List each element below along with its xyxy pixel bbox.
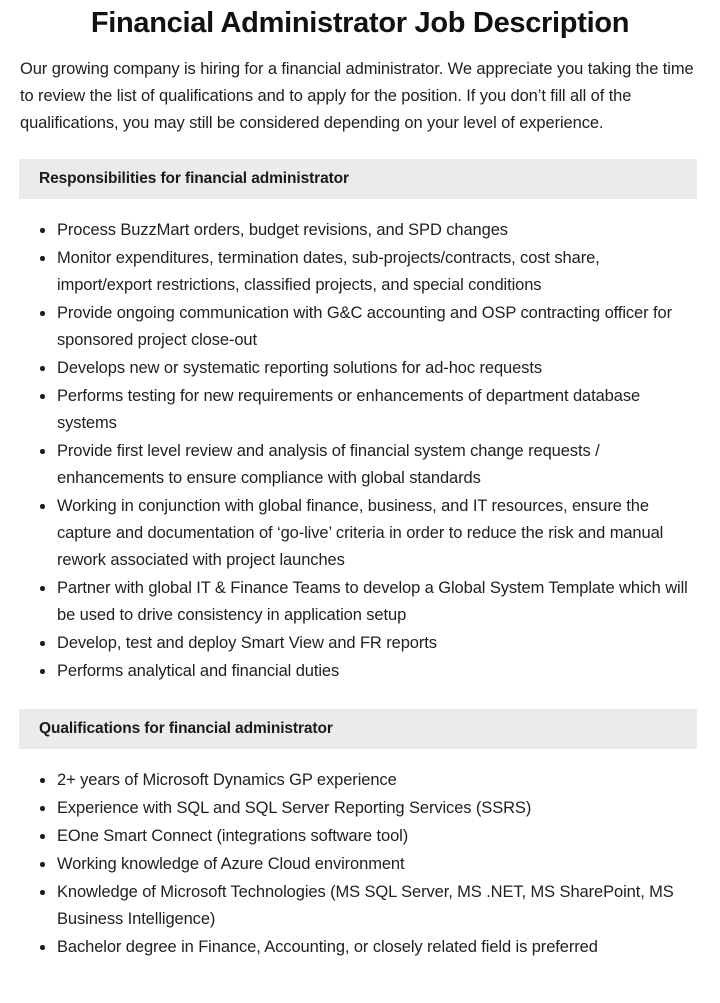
list-item [0, 934, 696, 961]
section-header-responsibilities [19, 159, 697, 199]
section-heading-label: Qualifications for financial administrator [39, 720, 333, 737]
list-item [0, 630, 696, 657]
list-item [0, 493, 696, 574]
list-item-text: Bachelor degree in Finance, Accounting, or closely related field is preferred [57, 938, 598, 956]
bullet-icon [40, 504, 45, 509]
bullet-icon [40, 311, 45, 316]
list-item [0, 823, 696, 850]
list-item-text: Provide ongoing communication with G&C accounting and OSP contracting officer for sponsored project close-out [57, 304, 672, 349]
list-item [0, 300, 696, 354]
list-item-text: Knowledge of Microsoft Technologies (MS SQL Server, MS .NET, MS SharePoint, MS Business Intelligence) [57, 883, 674, 928]
list-item [0, 438, 696, 492]
section-responsibilities [0, 159, 720, 685]
bullet-icon [40, 806, 45, 811]
list-item-text: Performs analytical and financial duties [57, 662, 340, 680]
bullet-icon [40, 449, 45, 454]
qualifications-list [0, 767, 720, 961]
bullet-icon [40, 641, 45, 646]
bullet-icon [40, 586, 45, 591]
bullet-icon [40, 394, 45, 399]
bullet-icon [40, 256, 45, 261]
section-qualifications [0, 709, 720, 961]
list-item-text: 2+ years of Microsoft Dynamics GP experience [57, 771, 397, 789]
list-item-text: Performs testing for new requirements or enhancements of department database systems [57, 387, 641, 432]
list-item [0, 658, 696, 685]
list-item-text: Monitor expenditures, termination dates, sub-projects/contracts, cost share, import/export restrictions, classified projects, and special conditions [57, 249, 600, 294]
list-item [0, 355, 696, 382]
list-item-text: Develops new or systematic reporting solutions for ad-hoc requests [57, 359, 542, 377]
bullet-icon [40, 669, 45, 674]
list-item-text: Process BuzzMart orders, budget revisions, and SPD changes [57, 221, 508, 239]
bullet-icon [40, 366, 45, 371]
list-item [0, 245, 696, 299]
list-item [0, 795, 696, 822]
list-item-text: Provide first level review and analysis of financial system change requests / enhancements to ensure compliance with global standards [57, 442, 600, 487]
bullet-icon [40, 945, 45, 950]
list-item [0, 575, 696, 629]
bullet-icon [40, 228, 45, 233]
list-item-text: Experience with SQL and SQL Server Reporting Services (SSRS) [57, 799, 532, 817]
bullet-icon [40, 862, 45, 867]
intro-paragraph: Our growing company is hiring for a financial administrator. We appreciate you taking the time to review the list of qualifications and to apply for the position. If you don’t fill all of the qualifications, you may still be considered depending on your level of experience. [20, 60, 694, 132]
section-heading-label: Responsibilities for financial administrator [39, 170, 349, 187]
page-title: Financial Administrator Job Description [90, 7, 630, 39]
bullet-icon [40, 834, 45, 839]
responsibilities-list [0, 217, 720, 685]
section-header-qualifications [19, 709, 697, 749]
list-item-text: Partner with global IT & Finance Teams to develop a Global System Template which will be used to drive consistency in application setup [57, 579, 688, 624]
list-item-text: Develop, test and deploy Smart View and FR reports [57, 634, 437, 652]
list-item-text: Working in conjunction with global finance, business, and IT resources, ensure the capture and documentation of ‘go-live’ criteria in order to reduce the risk and manual rework associated with project launches [57, 497, 664, 569]
list-item [0, 851, 696, 878]
bullet-icon [40, 890, 45, 895]
bullet-icon [40, 778, 45, 783]
list-item [0, 767, 696, 794]
list-item [0, 879, 696, 933]
list-item-text: EOne Smart Connect (integrations software tool) [57, 827, 409, 845]
list-item [0, 383, 696, 437]
list-item-text: Working knowledge of Azure Cloud environment [57, 855, 405, 873]
list-item [0, 217, 696, 244]
